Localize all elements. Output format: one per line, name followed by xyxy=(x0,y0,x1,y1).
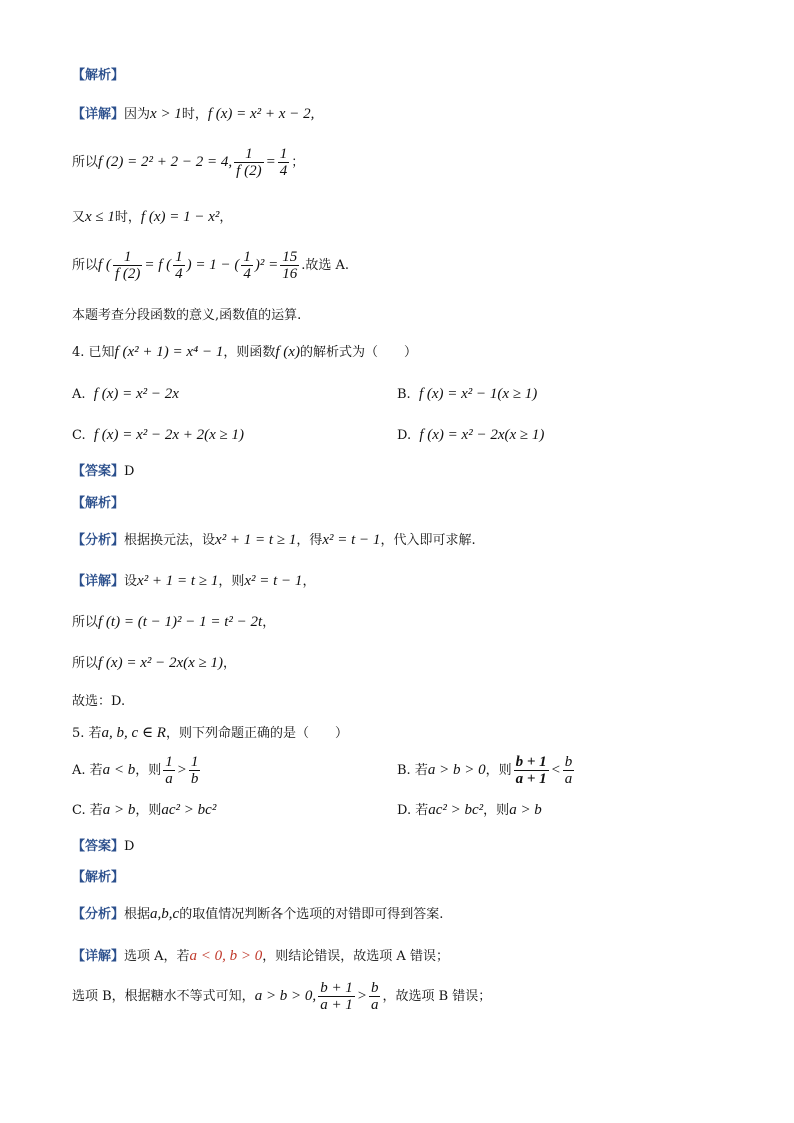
fraction: $\frac{15}{16}$ xyxy=(282,249,298,282)
q5-option-a: A. 若a < b，则 $\frac{1}{a}$ > $\frac{1}{b}$ xyxy=(72,754,199,787)
q4-option-a: A. f (x) = x² − 2x xyxy=(72,386,179,402)
q3-detail-line1: 【详解】因为x > 1时，f (x) = x² + x − 2, xyxy=(72,106,315,122)
fraction: $\frac{b + 1}{a + 1}$ xyxy=(320,980,353,1013)
q5-option-c: C. 若a > b，则ac² > bc² xyxy=(72,802,217,818)
q3-detail-line4: 所以f ( $\frac{1}{f (2)}$ = f ( $\frac{1}{4}$ ) = 1 − ( $\frac{1}{4}$ )² = $\frac{15}{16}$ .故选 A. xyxy=(72,249,350,282)
q4-option-b: B. f (x) = x² − 1(x ≥ 1) xyxy=(397,386,538,402)
fraction: $\frac{1}{4}$ xyxy=(175,249,183,282)
q5-analysis-tag: 【解析】 xyxy=(72,870,125,885)
q4-answer: 【答案】D xyxy=(72,464,135,479)
fraction: $\frac{1}{4}$ xyxy=(243,249,251,282)
fraction: $\frac{1}{4}$ xyxy=(279,146,288,179)
fraction: $\frac{1}{f (2)}$ xyxy=(236,146,262,179)
q3-summary: 本题考查分段函数的意义,函数值的运算. xyxy=(72,308,302,323)
q4-stem: 4. 已知f (x² + 1) = x⁴ − 1，则函数f (x)的解析式为（ ） xyxy=(72,344,417,360)
q3-detail-line2: 所以f (2) = 2² + 2 − 2 = 4, $\frac{1}{f (2)}$ = $\frac{1}{4}$ ； xyxy=(72,146,305,179)
q5-answer: 【答案】D xyxy=(72,839,135,854)
detail-tag: 【详解】 xyxy=(72,107,125,122)
fraction: $\frac{1}{f (2)}$ xyxy=(114,249,141,282)
q3-detail-line3: 又x ≤ 1时，f (x) = 1 − x²， xyxy=(72,209,233,225)
q5-analysis: 【分析】根据a,b,c的取值情况判断各个选项的对错即可得到答案. xyxy=(72,906,444,922)
q5-option-b: B. 若a > b > 0，则 $\frac{b + 1}{a + 1}$ < $\frac{b}{a}$ xyxy=(397,754,573,787)
q4-step1: 所以f (t) = (t − 1)² − 1 = t² − 2t， xyxy=(72,614,276,630)
fraction: $\frac{b + 1}{a + 1}$ xyxy=(515,754,547,787)
q5-option-b-detail: 选项 B，根据糖水不等式可知，a > b > 0, $\frac{b + 1}{a + 1}$ > $\frac{b}{a}$ ，故选项 B 错误； xyxy=(72,980,492,1013)
fraction: $\frac{b}{a}$ xyxy=(564,754,573,787)
q4-step2: 所以f (x) = x² − 2x(x ≥ 1)， xyxy=(72,655,237,671)
q5-stem: 5. 若a, b, c ∈ R，则下列命题正确的是（ ） xyxy=(72,725,348,741)
fraction: $\frac{1}{a}$ xyxy=(165,754,173,787)
q5-option-d: D. 若ac² > bc²，则a > b xyxy=(397,802,542,818)
q4-choose: 故选：D. xyxy=(72,694,126,709)
q4-analysis: 【分析】根据换元法，设x² + 1 = t ≥ 1，得x² = t − 1，代入即可求解. xyxy=(72,532,476,548)
analysis-tag: 【解析】 xyxy=(72,68,125,83)
q5-detail: 【详解】选项 A，若a < 0, b > 0，则结论错误，故选项 A 错误； xyxy=(72,948,449,964)
q4-option-d: D. f (x) = x² − 2x(x ≥ 1) xyxy=(397,427,545,443)
q4-analysis-tag: 【解析】 xyxy=(72,496,125,511)
q4-detail: 【详解】设x² + 1 = t ≥ 1，则x² = t − 1， xyxy=(72,573,316,589)
q4-option-c: C. f (x) = x² − 2x + 2(x ≥ 1) xyxy=(72,427,245,443)
fraction: $\frac{b}{a}$ xyxy=(370,980,379,1013)
fraction: $\frac{1}{b}$ xyxy=(190,754,199,787)
